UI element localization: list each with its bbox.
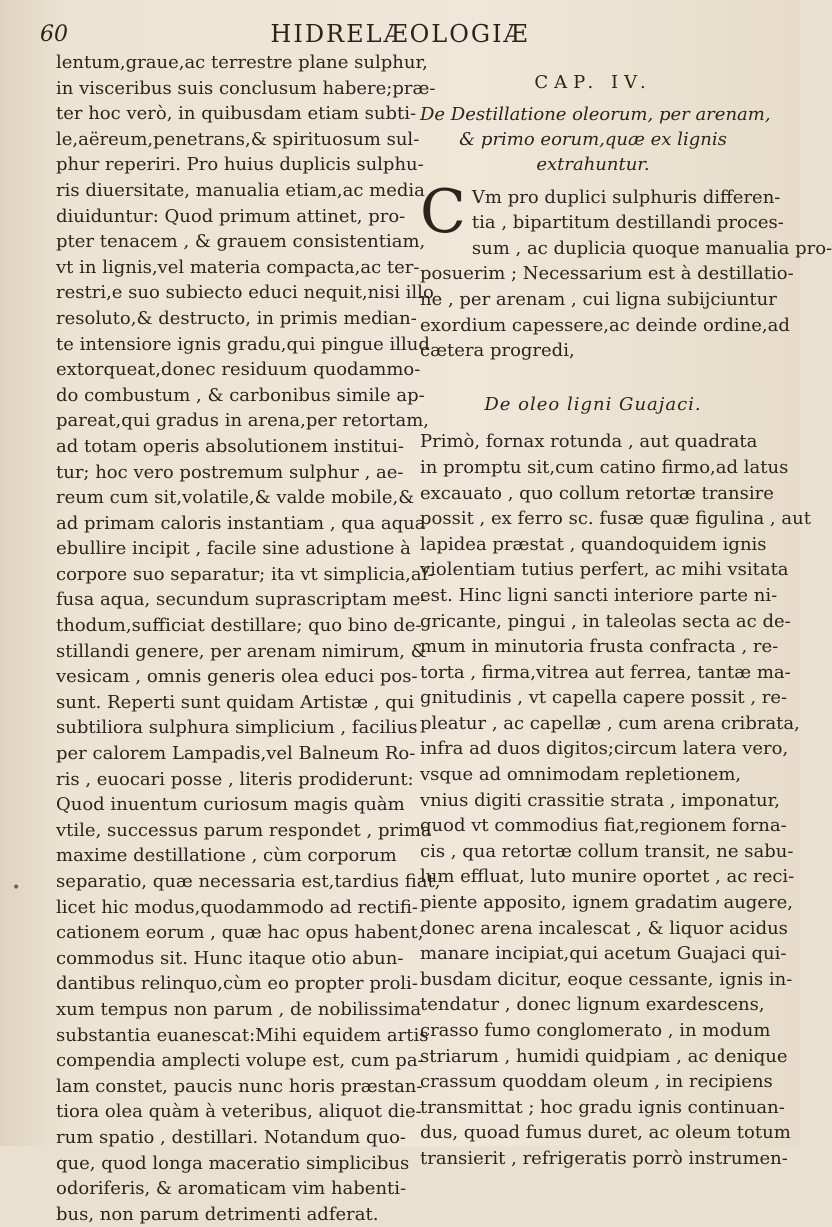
- text-line: odoriferis, & aromaticam vim habenti-: [56, 1178, 407, 1200]
- text-line: tiora olea quàm à veteribus, aliquot die-: [56, 1101, 422, 1123]
- text-line: transierit , refrigeratis porrò instrumen-: [420, 1147, 788, 1169]
- text-line: quod vt commodius fiat,regionem forna-: [420, 815, 787, 837]
- text-line: do combustum , & carbonibus simile ap-: [56, 384, 425, 406]
- text-line: separatio, quæ necessaria est,tardius fiat,: [56, 871, 441, 892]
- text-line: gricante, pingui , in taleolas secta ac de-: [420, 610, 791, 632]
- text-line: stillandi genere, per arenam nimirum, &: [56, 640, 427, 662]
- sub-heading: De oleo ligni Guajaci.: [484, 393, 702, 415]
- text-line: exordium capessere,ac deinde ordine,ad: [420, 314, 790, 336]
- text-line: vnius digiti crassitie strata , imponatur,: [420, 789, 780, 811]
- text-line: sunt. Reperti sunt quidam Artistæ , qui: [56, 691, 415, 713]
- chapter-title-line: extrahuntur.: [536, 153, 650, 175]
- page-number: 60: [40, 22, 68, 47]
- text-line: reum cum sit,volatile,& valde mobile,&: [56, 487, 415, 509]
- text-line: diuiduntur: Quod primum attinet, pro-: [56, 205, 406, 227]
- text-line: pleatur , ac capellæ , cum arena cribrata,: [420, 712, 800, 734]
- text-line: ne , per arenam , cui ligna subijciuntur: [420, 288, 777, 310]
- text-line: per calorem Lampadis,vel Balneum Ro-: [56, 743, 416, 765]
- text-line: bus, non parum detrimenti adferat.: [56, 1203, 379, 1225]
- text-line: lentum,graue,ac terrestre plane sulphur,: [56, 52, 428, 73]
- text-line: ad totam operis absolutionem institui-: [56, 435, 404, 457]
- text-line: violentiam tutius perfert, ac mihi vsitata: [420, 559, 789, 581]
- text-line: cationem eorum , quæ hac opus habent,: [56, 922, 424, 944]
- text-line: gnitudinis , vt capella capere possit , re-: [420, 687, 788, 709]
- text-line: pter tenacem , & grauem consistentiam,: [56, 231, 426, 253]
- chapter-title-line: De Destillatione oleorum, per arenam,: [420, 103, 771, 125]
- text-line: Vm pro duplici sulphuris differen-: [471, 186, 781, 208]
- text-line: possit , ex ferro sc. fusæ quæ figulina , aut: [420, 508, 811, 530]
- text-line: subtiliora sulphura simplicium , facilius: [56, 717, 418, 739]
- text-line: mum in minutoria frusta confracta , re-: [420, 636, 779, 658]
- text-line: le,aëreum,penetrans,& spirituosum sul-: [56, 128, 420, 150]
- text-line: tur; hoc vero postremum sulphur , ae-: [56, 461, 404, 483]
- text-line: ad primam caloris instantiam , qua aqua: [56, 512, 426, 534]
- text-line: ris diuersitate, manualia etiam,ac media: [56, 179, 425, 201]
- text-line: sum , ac duplicia quoque manualia pro-: [471, 237, 832, 259]
- text-line: compendia amplecti volupe est, cum pa-: [56, 1050, 424, 1072]
- text-line: xum tempus non parum , de nobilissima: [56, 998, 422, 1020]
- text-line: in visceribus suis conclusum habere;præ-: [56, 77, 436, 99]
- left-column: [56, 50, 441, 1227]
- text-line: lum effluat, luto munire oportet , ac reci-: [420, 866, 795, 888]
- text-line: manare incipiat,qui acetum Guajaci qui-: [420, 943, 787, 965]
- text-line: te intensiore ignis gradu,qui pingue illud: [56, 333, 430, 355]
- text-line: ebullire incipit , facile sine adustione à: [56, 538, 411, 560]
- text-line: restri,e suo subiecto educi nequit,nisi illo: [56, 282, 434, 304]
- page-header: [30, 14, 770, 48]
- text-line: vt in lignis,vel materia compacta,ac ter-: [56, 256, 420, 278]
- text-line: cætera progredi,: [420, 340, 575, 362]
- text-line: extorqueat,donec residuum quodammo-: [56, 359, 421, 381]
- text-line: commodus sit. Hunc itaque otio abun-: [56, 947, 404, 969]
- text-line: lam constet, paucis nunc horis præstan-: [56, 1075, 423, 1097]
- text-line: excauato , quo collum retortæ transire: [420, 482, 774, 504]
- running-title: HIDRELÆOLOGIÆ: [270, 20, 530, 48]
- text-line: tendatur , donec lignum exardescens,: [420, 994, 765, 1016]
- chapter-title-line: & primo eorum,quæ ex lignis: [459, 128, 727, 150]
- text-line: striarum , humidi quidpiam , ac denique: [420, 1045, 788, 1067]
- body-paragraph: [420, 429, 811, 1171]
- intro-paragraph: [420, 176, 832, 364]
- chapter-title: [420, 102, 771, 177]
- text-line: piente apposito, ignem gradatim augere,: [420, 892, 793, 914]
- text-line: pareat,qui gradus in arena,per retortam,: [56, 410, 430, 432]
- text-line: phur reperiri. Pro huius duplicis sulphu-: [56, 154, 424, 176]
- right-column: [420, 50, 832, 1172]
- text-line: thodum,sufficiat destillare; quo bino de-: [56, 615, 422, 637]
- text-line: cis , qua retortæ collum transit, ne sabu-: [420, 840, 794, 862]
- text-line: posuerim ; Necessarium est à destillatio-: [420, 263, 794, 285]
- chapter-heading: CAP. IV.: [534, 72, 652, 93]
- text-line: dantibus relinquo,cùm eo propter proli-: [56, 973, 418, 995]
- text-line: in promptu sit,cum catino firmo,ad latus: [420, 456, 789, 478]
- text-line: ter hoc verò, in quibusdam etiam subti-: [56, 103, 417, 125]
- text-line: busdam dicitur, eoque cessante, ignis in-: [420, 968, 793, 990]
- text-line: rum spatio , destillari. Notandum quo-: [56, 1126, 407, 1148]
- text-line: ris , euocari posse , literis prodiderunt:: [56, 768, 414, 790]
- text-line: fusa aqua, secundum suprascriptam me-: [56, 589, 427, 611]
- text-line: corpore suo separatur; ita vt simplicia,af-: [56, 563, 434, 585]
- text-line: dus, quoad fumus duret, ac oleum totum: [420, 1122, 791, 1144]
- text-line: est. Hinc ligni sancti interiore parte ni-: [420, 584, 778, 606]
- text-line: vsque ad omnimodam repletionem,: [420, 764, 742, 786]
- text-line: crasso fumo conglomerato , in modum: [420, 1020, 771, 1041]
- text-line: substantia euanescat:Mihi equidem artis: [56, 1024, 429, 1046]
- text-line: lapidea præstat , quandoquidem ignis: [420, 533, 767, 555]
- text-line: licet hic modus,quodammodo ad rectifi-: [56, 896, 418, 918]
- text-line: resoluto,& destructo, in primis median-: [56, 307, 417, 329]
- text-line: crassum quoddam oleum , in recipiens: [420, 1071, 773, 1093]
- text-line: Primò, fornax rotunda , aut quadrata: [420, 431, 758, 453]
- text-line: vesicam , omnis generis olea educi pos-: [56, 666, 418, 688]
- text-line: que, quod longa maceratio simplicibus: [56, 1152, 410, 1174]
- drop-cap: C: [420, 176, 466, 247]
- text-line: transmittat ; hoc gradu ignis continuan-: [420, 1096, 785, 1118]
- margin-mark: •: [12, 880, 21, 896]
- text-line: maxime destillatione , cùm corporum: [56, 845, 397, 867]
- text-line: tia , bipartitum destillandi proces-: [471, 212, 784, 234]
- text-line: Quod inuentum curiosum magis quàm: [56, 794, 405, 816]
- text-line: infra ad duos digitos;circum latera vero,: [420, 738, 789, 760]
- text-line: vtile, successus parum respondet , prima: [56, 819, 432, 841]
- text-line: donec arena incalescat , & liquor acidus: [420, 917, 788, 939]
- text-line: torta , firma,vitrea aut ferrea, tantæ ma-: [420, 661, 791, 683]
